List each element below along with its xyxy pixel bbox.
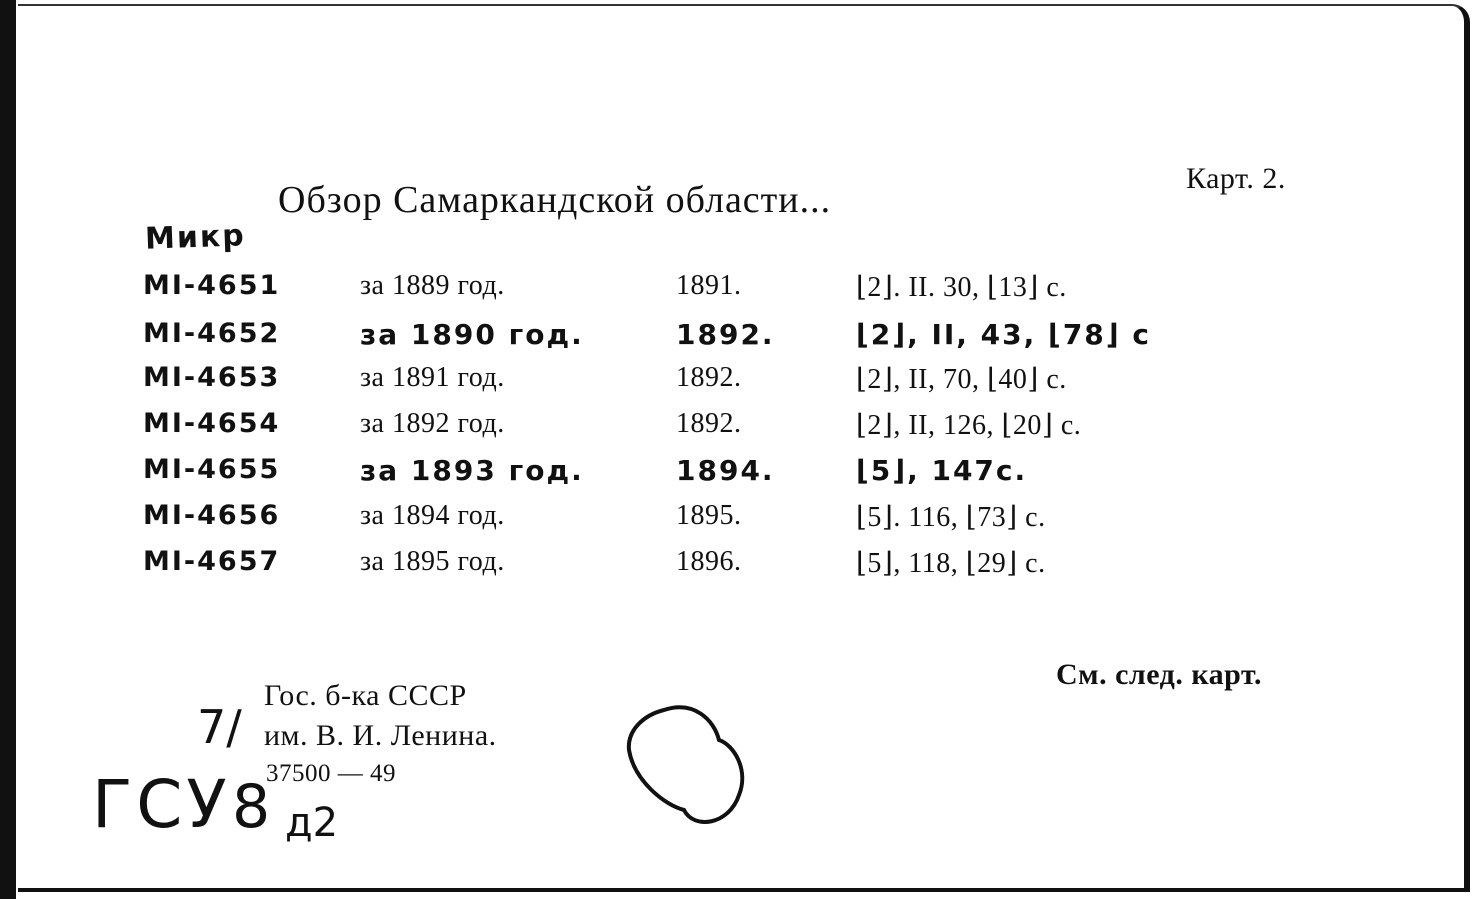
holding-row — [0, 500, 1480, 544]
print-run-code: 37500 — 49 — [266, 760, 396, 787]
period: за 1893 год. — [360, 454, 584, 487]
period: за 1892 год. — [360, 408, 505, 439]
handwritten-number: 7/ — [197, 700, 242, 754]
publication-year: 1896. — [676, 546, 742, 577]
shelfmark: MI-4651 — [143, 270, 281, 301]
period: за 1890 год. — [360, 318, 584, 351]
shelfmark: MI-4655 — [143, 454, 281, 485]
shelfmark: MI-4653 — [143, 362, 281, 393]
publication-year: 1892. — [676, 318, 775, 351]
volume-reference: ⌊5⌋, 118, ⌊29⌋ с. — [856, 548, 1046, 579]
card-title: Обзор Самаркандской области... — [278, 179, 832, 221]
handwritten-gsu: ГСУ — [92, 766, 231, 843]
publication-year: 1892. — [676, 408, 742, 439]
card-number: Карт. 2. — [1186, 162, 1286, 195]
handwritten-folio-suffix: д2 — [285, 800, 339, 846]
holding-row — [0, 454, 1480, 498]
period: за 1894 год. — [360, 500, 505, 531]
handwritten-heading: Микр — [144, 218, 247, 257]
holding-row — [0, 546, 1480, 590]
shelfmark: MI-4657 — [143, 546, 281, 577]
volume-reference: ⌊2⌋, II, 43, ⌊78⌋ с — [856, 318, 1151, 351]
holding-row — [0, 362, 1480, 406]
volume-reference: ⌊2⌋. II. 30, ⌊13⌋ с. — [856, 272, 1067, 303]
shelfmark: MI-4654 — [143, 408, 281, 439]
period: за 1891 год. — [360, 362, 505, 393]
volume-reference: ⌊5⌋, 147с. — [856, 454, 1028, 487]
ink-blot-mark — [624, 700, 764, 830]
see-next-card-note: См. след. карт. — [1056, 658, 1262, 691]
volume-reference: ⌊2⌋, II, 70, ⌊40⌋ с. — [856, 364, 1067, 395]
holding-row — [0, 318, 1480, 362]
publication-year: 1892. — [676, 362, 742, 393]
handwritten-folio: 8 — [232, 772, 271, 842]
shelfmark: MI-4656 — [143, 500, 281, 531]
period: за 1889 год. — [360, 270, 505, 301]
library-imprint: Гос. б-ка СССР им. В. И. Ленина. — [264, 679, 497, 752]
volume-reference: ⌊5⌋. 116, ⌊73⌋ с. — [856, 502, 1046, 533]
volume-reference: ⌊2⌋, II, 126, ⌊20⌋ с. — [856, 410, 1082, 441]
publication-year: 1894. — [676, 454, 775, 487]
holding-row — [0, 408, 1480, 452]
publication-year: 1891. — [676, 270, 742, 301]
holding-row — [0, 270, 1480, 314]
shelfmark: MI-4652 — [143, 318, 281, 349]
publication-year: 1895. — [676, 500, 742, 531]
period: за 1895 год. — [360, 546, 505, 577]
